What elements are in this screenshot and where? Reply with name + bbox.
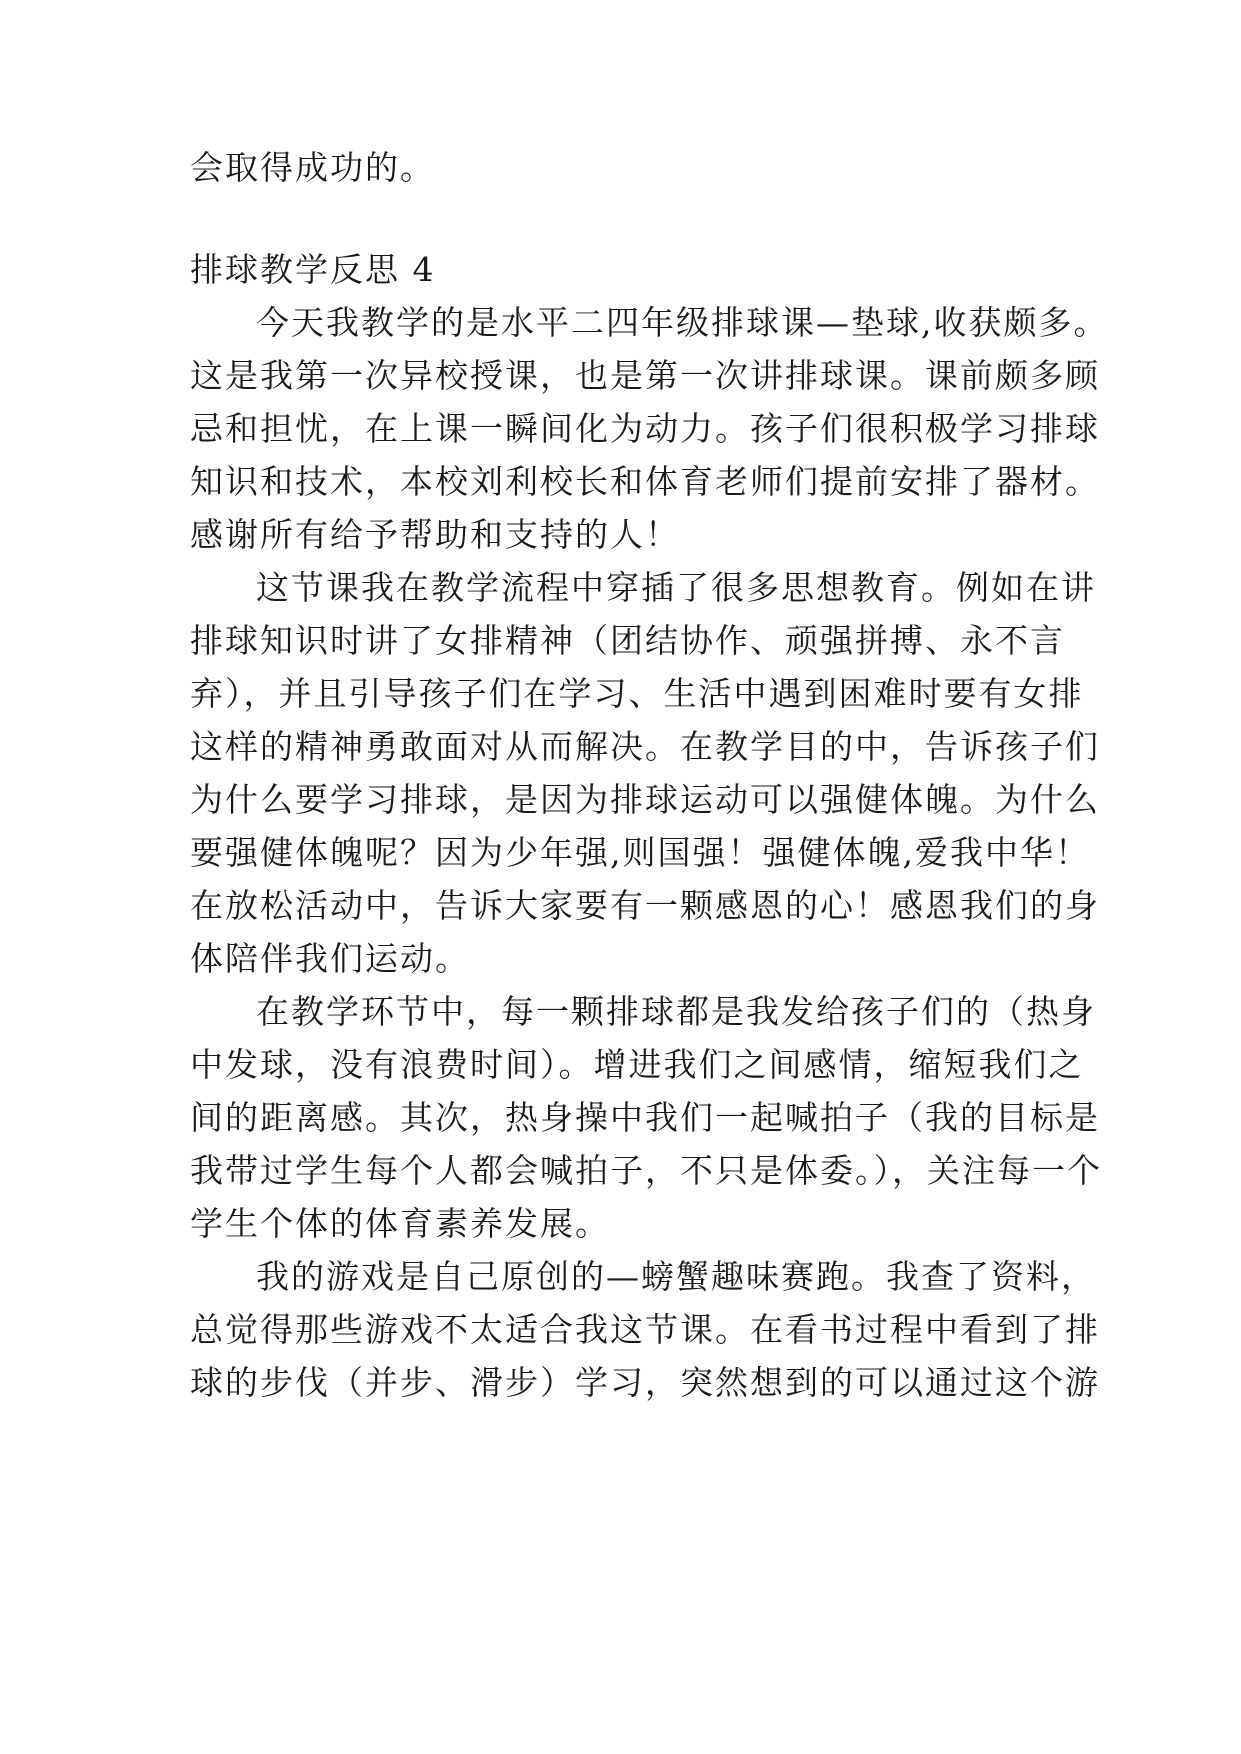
paragraph-line: 体陪伴我们运动。 bbox=[190, 939, 470, 978]
paragraph-line: 间的距离感。其次，热身操中我们一起喊拍子（我的目标是 bbox=[190, 1098, 1100, 1137]
paragraph-line: 要强健体魄呢？因为少年强,则国强！强健体魄,爱我中华！ bbox=[190, 833, 1090, 872]
paragraph-line: 我带过学生每个人都会喊拍子，不只是体委。），关注每一个 bbox=[190, 1151, 1102, 1190]
paragraph-line: 为什么要学习排球，是因为排球运动可以强健体魄。为什么 bbox=[190, 780, 1100, 819]
paragraph-line: 总觉得那些游戏不太适合我这节课。在看书过程中看到了排 bbox=[190, 1310, 1100, 1349]
paragraph-line: 中发球，没有浪费时间）。增进我们之间感情，缩短我们之 bbox=[190, 1045, 1084, 1084]
paragraph-line: 这节课我在教学流程中穿插了很多思想教育。例如在讲 bbox=[256, 568, 1096, 607]
paragraph-line: 在教学环节中，每一颗排球都是我发给孩子们的（热身 bbox=[256, 992, 1096, 1031]
paragraph-line: 在放松活动中，告诉大家要有一颗感恩的心！感恩我们的身 bbox=[190, 886, 1100, 925]
paragraph-line: 感谢所有给予帮助和支持的人！ bbox=[190, 515, 680, 554]
section-heading: 排球教学反思 4 bbox=[190, 250, 436, 289]
paragraph-line: 这是我第一次异校授课，也是第一次讲排球课。课前颇多顾 bbox=[190, 356, 1100, 395]
paragraph-line: 今天我教学的是水平二四年级排球课—垫球,收获颇多。 bbox=[256, 303, 1109, 342]
text-line-continuation: 会取得成功的。 bbox=[190, 148, 435, 187]
paragraph-line: 弃），并且引导孩子们在学习、生活中遇到困难时要有女排 bbox=[190, 674, 1084, 713]
paragraph-line: 知识和技术，本校刘利校长和体育老师们提前安排了器材。 bbox=[190, 462, 1100, 501]
paragraph-line: 我的游戏是自己原创的—螃蟹趣味赛跑。我查了资料， bbox=[256, 1257, 1096, 1296]
paragraph-line: 排球知识时讲了女排精神（团结协作、顽强拼搏、永不言 bbox=[190, 621, 1065, 660]
paragraph-line: 球的步伐（并步、滑步）学习，突然想到的可以通过这个游 bbox=[190, 1363, 1100, 1402]
paragraph-line: 这样的精神勇敢面对从而解决。在教学目的中，告诉孩子们 bbox=[190, 727, 1100, 766]
paragraph-line: 学生个体的体育素养发展。 bbox=[190, 1204, 610, 1243]
paragraph-line: 忌和担忧，在上课一瞬间化为动力。孩子们很积极学习排球 bbox=[190, 409, 1100, 448]
